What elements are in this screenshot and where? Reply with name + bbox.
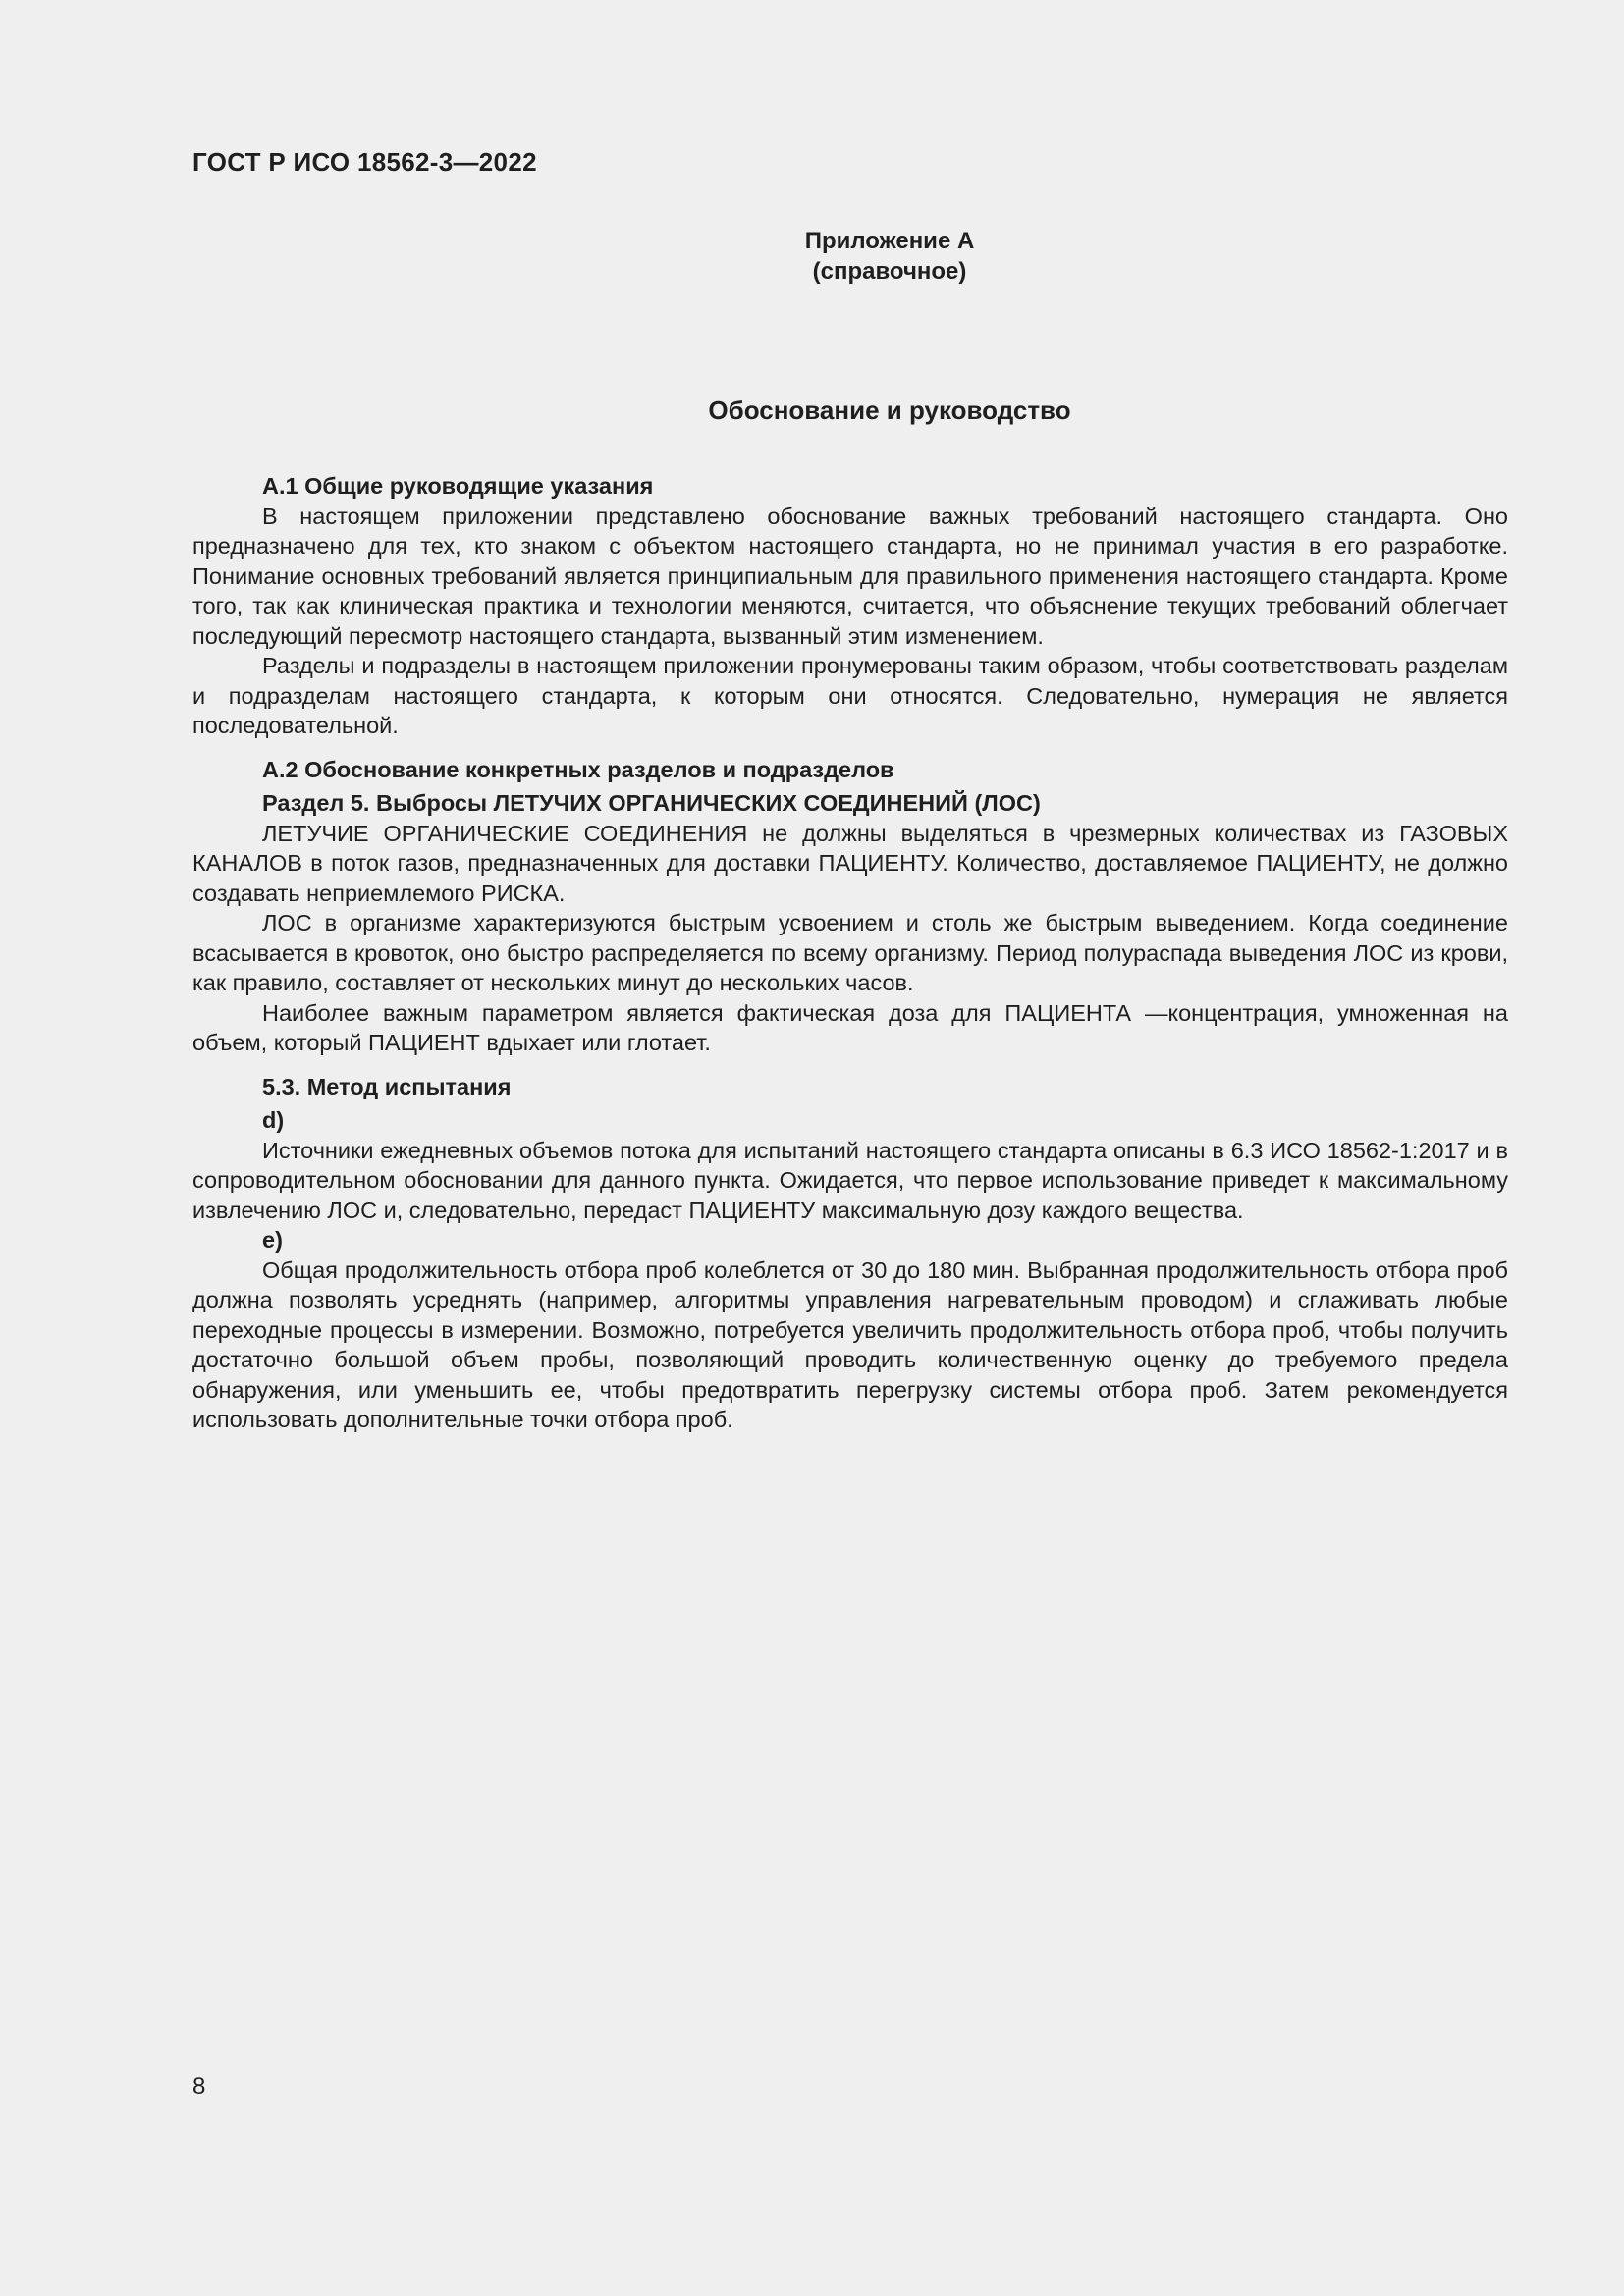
section-a1-paragraph-1: В настоящем приложении представлено обоснование важных требований настоящего стандарта. Оно предназначено для тех, кто знаком с объектом настоящего стандарта, но не принимал участия в его разработке. Понимание основных требований является принципиальным для правильного применения настоящего стандарта. Кроме того, так как клиническая практика и технологии меняются, считается, что объяснение текущих требований облегчает последующий пересмотр настоящего стандарта, вызванный этим изменением. xyxy=(192,503,1508,649)
section-a1-heading: А.1 Общие руководящие указания xyxy=(262,473,654,499)
item-d-label: d) xyxy=(262,1107,285,1133)
annex-label: Приложение А xyxy=(804,228,975,254)
section-5-heading: Раздел 5. Выбросы ЛЕТУЧИХ ОРГАНИЧЕСКИХ СОЕДИНЕНИЙ (ЛОС) xyxy=(262,790,1041,816)
document-body xyxy=(192,471,1508,1435)
annex-title: Обоснование и руководство xyxy=(708,396,1071,425)
document-header: ГОСТ Р ИСО 18562-3—2022 xyxy=(192,147,537,177)
section-5-paragraph-2: ЛОС в организме характеризуются быстрым усвоением и столь же быстрым выведением. Когда соединение всасывается в кровоток, оно быстро распределяется по всему организму. Период полураспада выведения ЛОС из крови, как правило, составляет от нескольких минут до нескольких часов. xyxy=(192,910,1508,995)
item-e-text: Общая продолжительность отбора проб колеблется от 30 до 180 мин. Выбранная продолжительность отбора проб должна позволять усреднять (например, алгоритмы управления нагревательным проводом) и сглаживать любые переходные процессы в измерении. Возможно, потребуется увеличить продолжительность отбора проб, чтобы получить достаточно большой объем пробы, позволяющий проводить количественную оценку до требуемого предела обнаружения, или уменьшить ее, чтобы предотвратить перегрузку системы отбора проб. Затем рекомендуется использовать дополнительные точки отбора проб. xyxy=(192,1256,1508,1432)
annex-type: (справочное) xyxy=(812,258,967,285)
section-5-paragraph-1: ЛЕТУЧИЕ ОРГАНИЧЕСКИЕ СОЕДИНЕНИЯ не должны выделяться в чрезмерных количествах из ГАЗОВЫХ КАНАЛОВ в поток газов, предназначенных для доставки ПАЦИЕНТУ. Количество, доставляемое ПАЦИЕНТУ, не должно создавать неприемлемого РИСКА. xyxy=(192,820,1508,906)
page-number: 8 xyxy=(192,2073,206,2100)
section-5-paragraph-3: Наиболее важным параметром является фактическая доза для ПАЦИЕНТА —концентрация, умноженная на объем, который ПАЦИЕНТ вдыхает или глотает. xyxy=(192,999,1508,1055)
section-a2-heading: А.2 Обоснование конкретных разделов и подразделов xyxy=(262,756,894,782)
section-a1-paragraph-2: Разделы и подразделы в настоящем приложении пронумерованы таким образом, чтобы соответствовать разделам и подразделам настоящего стандарта, к которым они относятся. Следовательно, нумерация не является последовательной. xyxy=(192,653,1508,738)
item-d-text: Источники ежедневных объемов потока для испытаний настоящего стандарта описаны в 6.3 ИСО 18562-1:2017 и в сопроводительном обосновании для данного пункта. Ожидается, что первое использование приведет к максимальному извлечению ЛОС и, следовательно, передаст ПАЦИЕНТУ максимальную дозу каждого вещества. xyxy=(192,1137,1508,1223)
section-5-3-heading: 5.3. Метод испытания xyxy=(262,1073,512,1099)
item-e-label: e) xyxy=(262,1227,283,1253)
annex-heading xyxy=(192,226,1508,287)
